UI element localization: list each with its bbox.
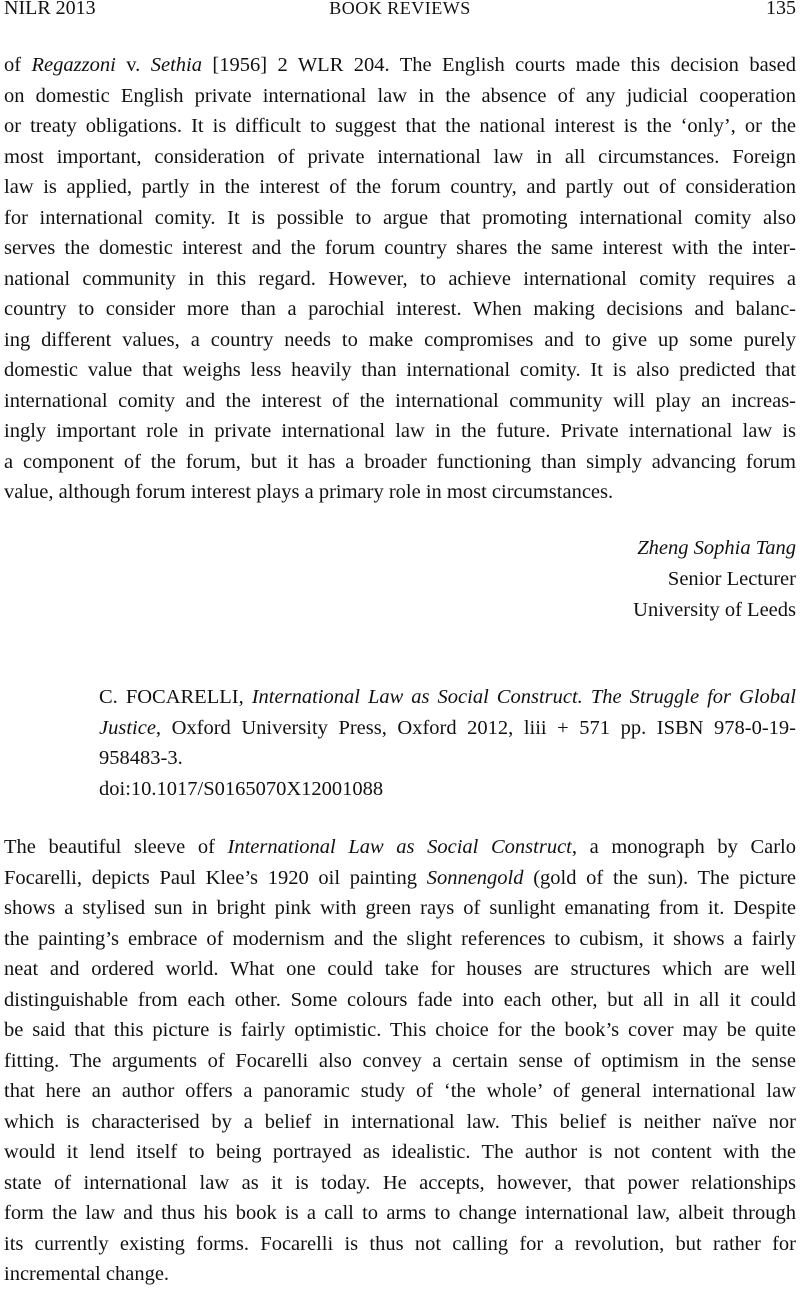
text-run: on domestic English private international law in the absence of any judicial cooperation (4, 84, 796, 107)
text-run: its currently existing forms. Focarelli is thus not calling for a revolution, but rather for (4, 1232, 796, 1255)
citation-line-2 (99, 713, 796, 744)
text-line (4, 416, 796, 447)
text-run: (gold of the sun). The picture (523, 866, 796, 889)
text-run: Focarelli, depicts Paul Klee’s 1920 oil painting (4, 866, 427, 889)
text-run: the painting’s embrace of modernism and the slight references to cubism, it shows a fairly (4, 927, 796, 950)
text-line (4, 1107, 796, 1138)
text-run: domestic value that weighs less heavily than international comity. It is also predicted that (4, 359, 796, 381)
text-run: fitting. The arguments of Focarelli also convey a certain sense of optimism in the sense (4, 1049, 796, 1072)
text-line (4, 386, 796, 417)
book-author: C. FOCARELLI (99, 686, 239, 708)
reviewer-name: Zheng Sophia Tang (637, 537, 796, 559)
text-line (4, 954, 796, 985)
text-line (4, 81, 796, 112)
text-run: ingly important role in private international law in the future. Private international law is (4, 420, 796, 442)
text-line (4, 264, 796, 295)
text-run: v. (115, 54, 151, 76)
text-line (4, 1137, 796, 1168)
text-line (4, 355, 796, 386)
book-title-line-1: International Law as Social Construct. The Struggle for Global (251, 686, 796, 708)
review-1-closing-paragraph (4, 50, 796, 508)
text-run: distinguishable from each other. Some colours fade into each other, but all in all it could (4, 988, 796, 1011)
text-line (4, 325, 796, 356)
text-line (4, 832, 796, 863)
reviewer-institution: University of Leeds (633, 599, 796, 621)
text-run: law is applied, partly in the interest of the forum country, and partly out of consideration (4, 176, 796, 198)
text-line (4, 111, 796, 142)
text-run: ing different values, a country needs to make compromises and to give up some purely (4, 328, 796, 351)
text-run: a component of the forum, but it has a broader functioning than simply advancing forum (4, 450, 796, 473)
text-run: national community in this regard. However, to achieve international comity requires a (4, 267, 796, 290)
text-line (4, 1198, 796, 1229)
italic-run: International Law as Social Construct (227, 836, 572, 858)
publisher-details: , Oxford University Press, Oxford 2012, liii + 571 pp. ISBN 978-0-19- (155, 716, 796, 739)
italic-run: Sonnengold (426, 866, 524, 889)
isbn-end: 958483-3. (99, 747, 183, 769)
text-run: be said that this picture is fairly optimistic. This choice for the book’s cover may be quite (4, 1019, 796, 1041)
text-run: that here an author offers a panoramic study of ‘the whole’ of general international law (4, 1080, 796, 1102)
journal-name: NILR 2013 (4, 0, 96, 19)
text-run: [1956] 2 WLR 204. The English courts made this decision based (201, 54, 796, 76)
text-line (4, 172, 796, 203)
italic-run: Regazzoni (31, 54, 116, 76)
text-run: incremental change. (4, 1263, 170, 1285)
doi: doi:10.1017/S0165070X12001088 (99, 777, 384, 800)
text-run: shows a stylised sun in bright pink with green rays of sunlight emanating from it. Despite (4, 897, 796, 919)
text-run: country to consider more than a parochial interest. When making decisions and balanc- (4, 298, 796, 320)
text-run: neat and ordered world. What one could take for houses are structures which are well (4, 958, 796, 980)
text-run: form the law and thus his book is a call to arms to change international law, albeit through (4, 1202, 796, 1224)
text-line (4, 1076, 796, 1107)
text-line (4, 142, 796, 173)
text-line (4, 477, 796, 508)
text-line (4, 863, 796, 894)
text-run: most important, consideration of private international law in all circumstances. Foreign (4, 145, 796, 168)
running-head (4, 0, 796, 20)
reviewer-signature (633, 533, 796, 626)
text-line (4, 893, 796, 924)
text-line (4, 1015, 796, 1046)
text-line (4, 1168, 796, 1199)
text-run: for international comity. It is possible to argue that promoting international comity also (4, 206, 796, 229)
review-2-opening-paragraph (4, 832, 796, 1290)
text-run: which is characterised by a belief in international law. This belief is neither naïve nor (4, 1110, 796, 1133)
text-line (4, 294, 796, 325)
text-line (4, 1229, 796, 1260)
citation-line-1: C. FOCARELLI, International Law as Social Construct. The Struggle for Global (99, 686, 796, 708)
text-line (4, 1259, 796, 1290)
text-run: The beautiful sleeve of (4, 836, 228, 858)
text-run: would it lend itself to being portrayed as idealistic. The author is not content with the (4, 1141, 796, 1163)
text-line (4, 1046, 796, 1077)
text-run: state of international law as it is today. He accepts, however, that power relationships (4, 1171, 796, 1194)
book-citation (99, 682, 796, 804)
text-line (4, 924, 796, 955)
italic-run: Sethia (150, 54, 202, 76)
text-line (4, 233, 796, 264)
text-run: international comity and the interest of the international community will play an increas- (4, 389, 796, 412)
book-title-line-2: Justice (99, 716, 156, 739)
text-run: , a monograph by Carlo (571, 836, 797, 858)
page-number: 135 (766, 0, 796, 19)
text-line (4, 447, 796, 478)
text-line (4, 50, 796, 81)
text-line (4, 203, 796, 234)
reviewer-title: Senior Lecturer (667, 568, 796, 590)
text-run: or treaty obligations. It is difficult to suggest that the national interest is the ‘only’, or the (4, 115, 796, 137)
text-line (4, 985, 796, 1016)
text-run: value, although forum interest plays a primary role in most circumstances. (4, 481, 614, 503)
section-title: BOOK REVIEWS (329, 0, 471, 18)
text-run: of (4, 54, 32, 76)
text-run: serves the domestic interest and the forum country shares the same interest with the inter- (4, 237, 796, 259)
